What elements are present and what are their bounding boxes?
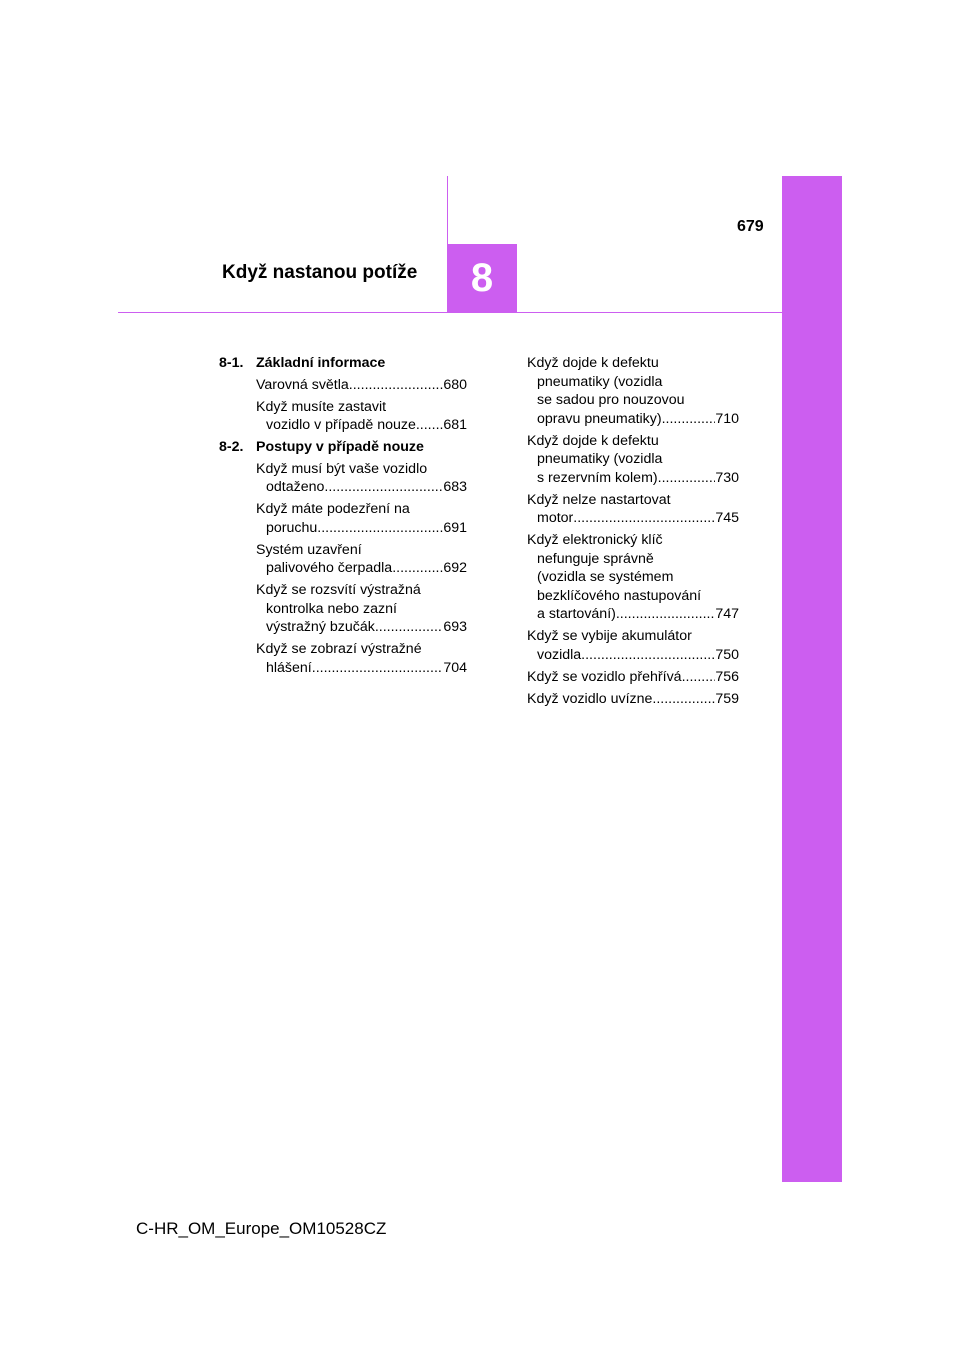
chapter-tab-bar bbox=[782, 176, 842, 1182]
toc-page-number: 710 bbox=[715, 410, 739, 427]
dot-leader bbox=[658, 469, 716, 488]
toc-entry-line: Když elektronický klíč bbox=[527, 532, 663, 548]
document-code: C-HR_OM_Europe_OM10528CZ bbox=[136, 1219, 387, 1238]
toc-page-number: 745 bbox=[715, 510, 739, 526]
toc-entry-line: Když nelze nastartovat bbox=[527, 491, 671, 508]
toc-entry[interactable] bbox=[219, 398, 467, 435]
dot-leader bbox=[682, 668, 716, 687]
toc-entry-line: Systém uzavření bbox=[256, 541, 362, 558]
toc-page-number: 693 bbox=[443, 619, 467, 635]
toc-entry[interactable] bbox=[527, 690, 739, 709]
toc-entry-last-line bbox=[527, 668, 739, 687]
toc-section-number: 8-2. bbox=[219, 439, 244, 455]
toc-entry[interactable] bbox=[219, 376, 467, 395]
toc-entry-last-line bbox=[256, 519, 467, 538]
toc-entry-text: vozidlo v případě nouze bbox=[266, 417, 416, 433]
toc-entry-text: s rezervním kolem) bbox=[537, 469, 658, 486]
toc-entry-line: Když musíte zastavit bbox=[256, 398, 387, 415]
toc-section-heading[interactable] bbox=[219, 354, 467, 373]
toc-entry-text: poruchu bbox=[266, 519, 318, 536]
toc-entry[interactable] bbox=[219, 640, 467, 677]
toc-page-number: 681 bbox=[443, 417, 467, 433]
toc-page-number: 747 bbox=[715, 606, 739, 622]
toc-page-number: 692 bbox=[443, 560, 467, 576]
toc-page-number: 704 bbox=[443, 659, 467, 676]
toc-entry[interactable] bbox=[527, 491, 739, 528]
dot-leader bbox=[662, 410, 716, 429]
toc-entry-last-line bbox=[256, 478, 467, 497]
toc-entry-text: Když vozidlo uvízne bbox=[527, 690, 653, 707]
toc-entry-last-line bbox=[527, 605, 739, 624]
toc-entry-line: se sadou pro nouzovou bbox=[537, 392, 685, 408]
toc-entry-line: kontrolka nebo zazní bbox=[266, 600, 397, 617]
toc-entry[interactable] bbox=[527, 627, 739, 664]
dot-leader bbox=[616, 605, 715, 624]
toc-page-number: 691 bbox=[443, 519, 467, 536]
toc-right-column bbox=[527, 354, 739, 712]
dot-leader bbox=[652, 690, 715, 709]
toc-page-number: 683 bbox=[443, 479, 467, 495]
toc-entry[interactable] bbox=[527, 668, 739, 687]
toc-entry-line: pneumatiky (vozidla bbox=[537, 373, 663, 390]
dot-leader bbox=[324, 478, 443, 497]
toc-entry[interactable] bbox=[219, 541, 467, 578]
toc-entry-text: hlášení bbox=[266, 659, 312, 676]
toc-entry-line: Když dojde k defektu bbox=[527, 432, 659, 449]
toc-page-number: 750 bbox=[715, 646, 739, 663]
page-number: 679 bbox=[737, 218, 764, 235]
toc-entry-text: palivového čerpadla bbox=[266, 560, 393, 576]
toc-entry-line: pneumatiky (vozidla bbox=[537, 451, 663, 467]
toc-entry-line: bezklíčového nastupování bbox=[537, 587, 702, 604]
toc-entry[interactable] bbox=[527, 354, 739, 428]
toc-entry-last-line bbox=[527, 509, 739, 528]
dot-leader bbox=[416, 416, 443, 435]
toc-section-heading[interactable] bbox=[219, 438, 467, 457]
toc-entry-text: motor bbox=[537, 510, 574, 526]
toc-page-number: 730 bbox=[715, 469, 739, 486]
toc-entry-line: Když se rozsvítí výstražná bbox=[256, 582, 421, 598]
toc-entry-last-line bbox=[527, 690, 739, 709]
toc-entry-last-line bbox=[256, 559, 467, 578]
dot-leader bbox=[392, 559, 443, 578]
toc-entry-line: Když se zobrazí výstražné bbox=[256, 641, 422, 657]
toc-section-title: Postupy v případě nouze bbox=[256, 439, 424, 455]
toc-entry-text: a startování) bbox=[537, 606, 616, 622]
toc-entry[interactable] bbox=[527, 432, 739, 488]
toc-entry-text: Když se vozidlo přehřívá bbox=[527, 668, 682, 685]
dot-leader bbox=[312, 659, 444, 678]
toc-entry-last-line bbox=[256, 376, 467, 395]
dot-leader bbox=[573, 509, 715, 528]
chapter-title: Když nastanou potíže bbox=[222, 262, 418, 283]
toc-entry-text: výstražný bzučák bbox=[266, 619, 375, 635]
toc-entry-line: Když máte podezření na bbox=[256, 501, 410, 517]
toc-entry[interactable] bbox=[219, 500, 467, 537]
header-vertical-rule bbox=[447, 176, 448, 244]
dot-leader bbox=[349, 376, 444, 395]
toc-entry-text: Varovná světla bbox=[256, 376, 349, 393]
toc-entry-text: opravu pneumatiky) bbox=[537, 410, 662, 427]
toc-page-number: 756 bbox=[715, 668, 739, 685]
toc-entry-text: vozidla bbox=[537, 646, 582, 663]
toc-entry-line: Když se vybije akumulátor bbox=[527, 628, 692, 644]
toc-section-number: 8-1. bbox=[219, 355, 244, 371]
toc-entry[interactable] bbox=[527, 531, 739, 624]
toc-section-title: Základní informace bbox=[256, 355, 386, 371]
toc-entry-line: Když dojde k defektu bbox=[527, 355, 659, 371]
dot-leader bbox=[581, 646, 715, 665]
toc-page-number: 759 bbox=[715, 690, 739, 707]
chapter-number-box: 8 bbox=[447, 244, 517, 313]
dot-leader bbox=[317, 519, 443, 538]
toc-entry-line: Když musí být vaše vozidlo bbox=[256, 460, 428, 477]
toc-entry-last-line bbox=[256, 659, 467, 678]
toc-page-number: 680 bbox=[443, 376, 467, 393]
toc-entry-last-line bbox=[527, 469, 739, 488]
dot-leader bbox=[375, 618, 444, 637]
toc-entry-last-line bbox=[256, 416, 467, 435]
toc-left-column bbox=[219, 354, 467, 681]
toc-entry-line: (vozidla se systémem bbox=[537, 569, 674, 585]
toc-entry-last-line bbox=[527, 646, 739, 665]
toc-entry-last-line bbox=[256, 618, 467, 637]
toc-entry[interactable] bbox=[219, 460, 467, 497]
toc-entry[interactable] bbox=[219, 581, 467, 637]
toc-entry-line: nefunguje správně bbox=[537, 550, 654, 567]
toc-entry-text: odtaženo bbox=[266, 479, 325, 495]
toc-entry-last-line bbox=[527, 410, 739, 429]
